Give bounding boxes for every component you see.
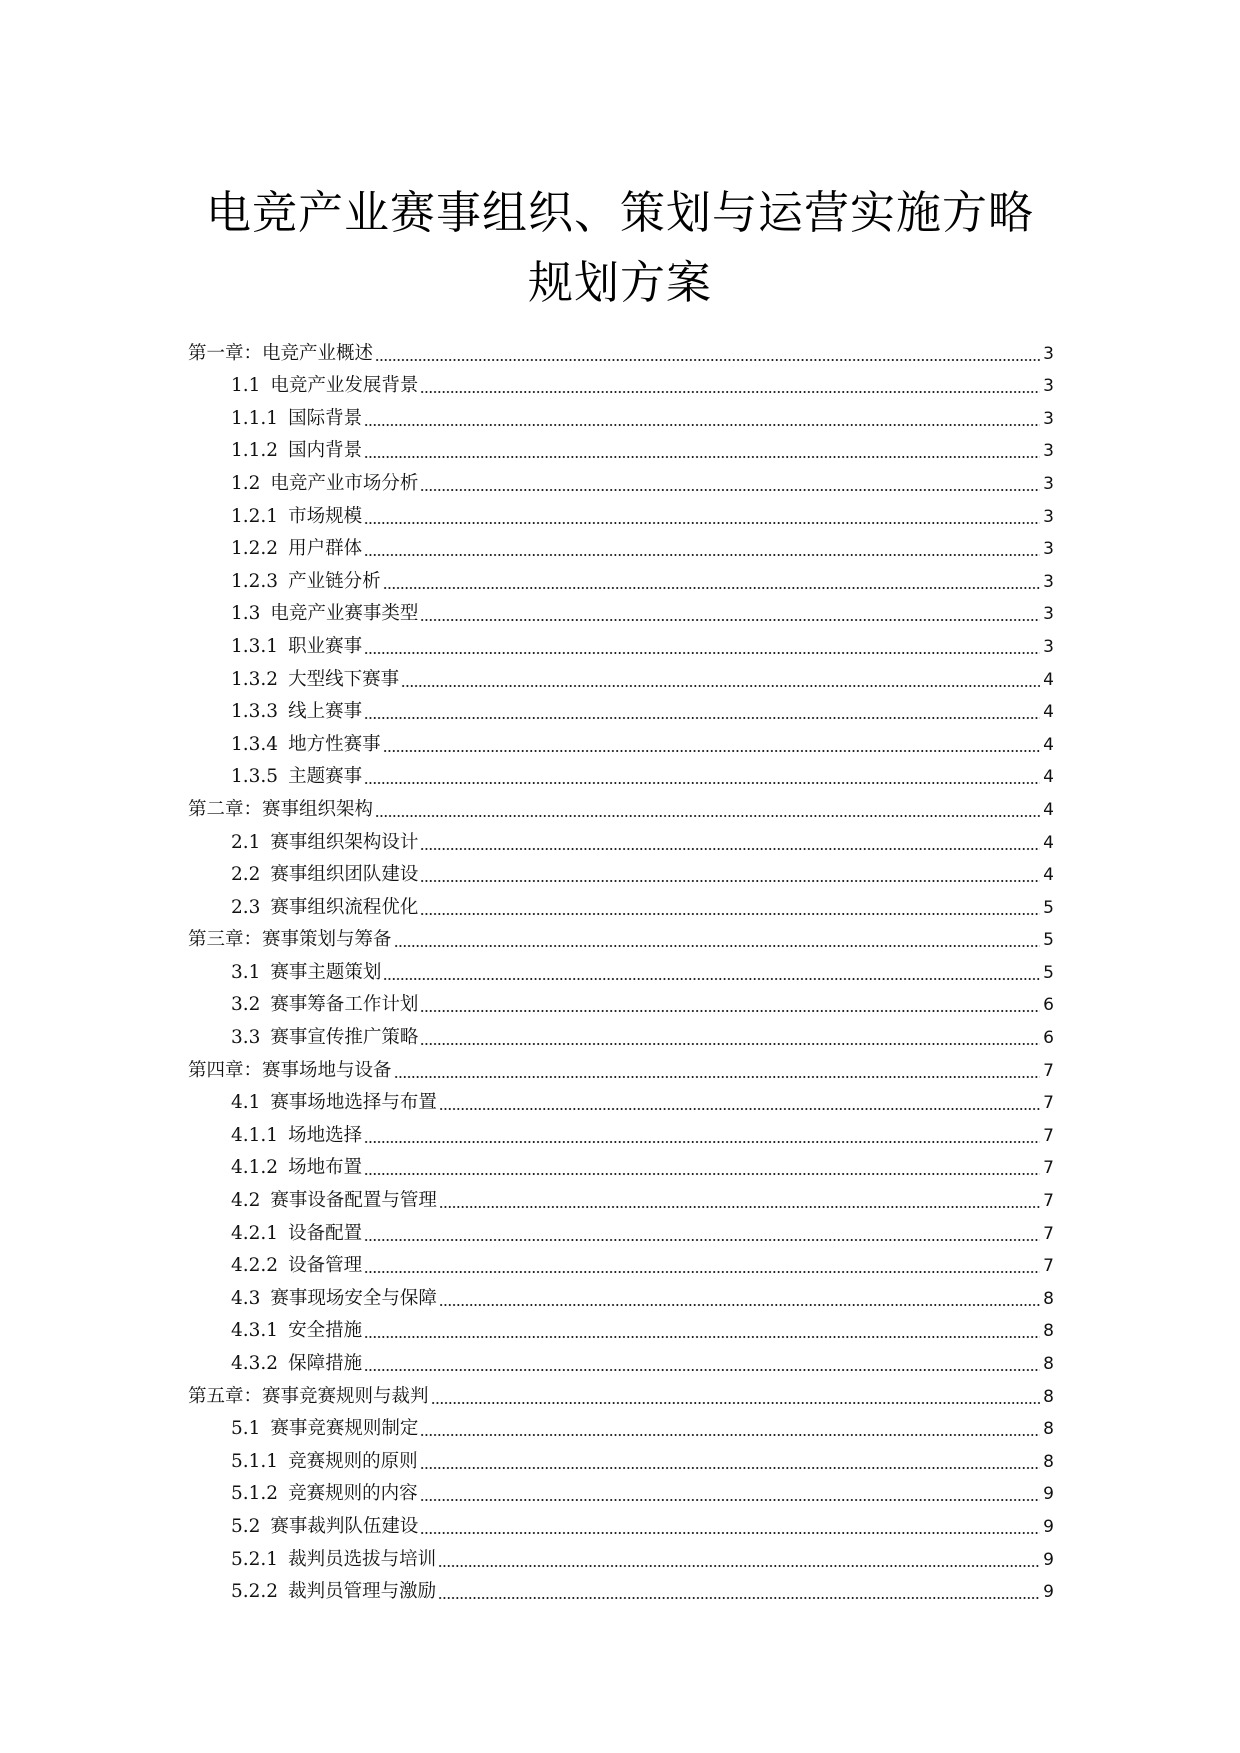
dot-leader xyxy=(383,978,1040,980)
toc-entry-title: 电竞产业发展背景 xyxy=(270,375,419,397)
dot-leader xyxy=(420,619,1040,621)
toc-entry-page-number: 9 xyxy=(1043,1582,1054,1603)
toc-entry-title: 电竞产业概述 xyxy=(262,342,374,364)
toc-entry-number: 1.1.1 xyxy=(231,407,279,429)
toc-entry[interactable] xyxy=(188,1376,1054,1409)
toc-entry-title: 设备配置 xyxy=(288,1222,363,1244)
dot-leader xyxy=(375,815,1040,817)
dot-leader xyxy=(438,1597,1040,1599)
toc-entry[interactable] xyxy=(188,561,1054,594)
toc-entry[interactable] xyxy=(188,920,1054,953)
dot-leader xyxy=(420,1434,1040,1436)
toc-entry-title: 职业赛事 xyxy=(288,635,363,657)
toc-entry-page-number: 9 xyxy=(1043,1484,1054,1505)
toc-entry-number: 5.1.2 xyxy=(231,1483,279,1505)
toc-entry-number: 5.1.1 xyxy=(231,1450,279,1472)
toc-entry-page-number: 3 xyxy=(1043,571,1054,592)
toc-entry-page-number: 3 xyxy=(1043,636,1054,657)
toc-entry-page-number: 8 xyxy=(1043,1451,1054,1472)
toc-entry-title: 设备管理 xyxy=(288,1255,363,1277)
toc-entry-title: 线上赛事 xyxy=(288,701,363,723)
toc-entry-page-number: 8 xyxy=(1043,1354,1054,1374)
toc-entry-page-number: 9 xyxy=(1043,1549,1054,1570)
dot-leader xyxy=(364,1336,1040,1338)
dot-leader xyxy=(364,1173,1040,1175)
toc-entry[interactable] xyxy=(188,1180,1054,1213)
toc-entry[interactable] xyxy=(188,789,1054,822)
dot-leader xyxy=(438,1565,1040,1567)
dot-leader xyxy=(364,1271,1040,1273)
dot-leader xyxy=(420,1467,1040,1469)
table-of-contents xyxy=(188,333,1054,1604)
dot-leader xyxy=(394,1076,1040,1078)
toc-entry-title: 赛事场地与设备 xyxy=(262,1059,392,1081)
toc-entry-page-number: 9 xyxy=(1043,1516,1054,1537)
dot-leader xyxy=(420,1532,1040,1534)
toc-entry-number: 3.1 xyxy=(231,961,261,983)
toc-entry-page-number: 7 xyxy=(1043,1093,1054,1114)
toc-entry-number: 1.1 xyxy=(231,375,261,397)
toc-entry-title: 地方性赛事 xyxy=(288,733,381,755)
toc-entry[interactable] xyxy=(188,692,1054,725)
toc-entry-number: 1.3.1 xyxy=(231,635,279,657)
toc-entry-title: 安全措施 xyxy=(288,1320,363,1342)
toc-entry-page-number: 5 xyxy=(1043,930,1054,951)
toc-entry-number: 第三章： xyxy=(188,929,263,951)
toc-entry-number: 4.2 xyxy=(231,1190,261,1212)
toc-entry-title: 用户群体 xyxy=(288,538,363,560)
toc-entry[interactable] xyxy=(188,1311,1054,1344)
dot-leader xyxy=(420,880,1040,882)
toc-entry[interactable] xyxy=(188,855,1054,888)
dot-leader xyxy=(364,782,1040,784)
toc-entry-page-number: 7 xyxy=(1043,1191,1054,1212)
dot-leader xyxy=(439,1206,1040,1208)
toc-entry-number: 4.2.1 xyxy=(231,1222,279,1244)
dot-leader xyxy=(394,945,1040,947)
toc-entry-number: 第二章： xyxy=(188,798,263,820)
title-line-2: 规划方案 xyxy=(527,256,712,309)
toc-entry-number: 1.3.2 xyxy=(231,668,279,690)
dot-leader xyxy=(420,1010,1040,1012)
toc-entry-number: 2.3 xyxy=(231,896,261,918)
dot-leader xyxy=(420,848,1040,850)
toc-entry[interactable] xyxy=(188,463,1054,496)
toc-entry-number: 1.3.4 xyxy=(231,733,279,755)
toc-entry-page-number: 4 xyxy=(1043,865,1054,886)
toc-entry[interactable] xyxy=(188,1050,1054,1083)
toc-entry[interactable] xyxy=(188,1246,1054,1279)
toc-entry-title: 赛事设备配置与管理 xyxy=(270,1190,437,1212)
toc-entry-title: 主题赛事 xyxy=(288,766,363,788)
dot-leader xyxy=(420,913,1040,915)
toc-entry-number: 4.3.1 xyxy=(231,1320,279,1342)
toc-entry-title: 裁判员选拔与培训 xyxy=(288,1548,437,1570)
toc-entry-page-number: 6 xyxy=(1043,995,1054,1016)
toc-entry-title: 国内背景 xyxy=(288,440,363,462)
toc-entry[interactable] xyxy=(188,1083,1054,1116)
toc-entry[interactable] xyxy=(188,626,1054,659)
toc-entry-number: 4.1.2 xyxy=(231,1157,279,1179)
toc-entry[interactable] xyxy=(188,529,1054,562)
toc-entry[interactable] xyxy=(188,659,1054,692)
toc-entry-number: 1.2.3 xyxy=(231,570,279,592)
toc-entry-number: 4.1 xyxy=(231,1092,261,1114)
dot-leader xyxy=(364,717,1040,719)
toc-entry[interactable] xyxy=(188,757,1054,790)
toc-entry-page-number: 4 xyxy=(1043,767,1054,788)
toc-entry-title: 竞赛规则的内容 xyxy=(288,1483,418,1505)
toc-entry-number: 4.1.1 xyxy=(231,1124,279,1146)
toc-entry-number: 4.2.2 xyxy=(231,1255,279,1277)
toc-entry[interactable] xyxy=(188,366,1054,399)
toc-entry[interactable] xyxy=(188,496,1054,529)
toc-entry-page-number: 8 xyxy=(1043,1419,1054,1440)
toc-entry-page-number: 8 xyxy=(1043,1321,1054,1342)
dot-leader xyxy=(401,685,1040,687)
toc-entry[interactable] xyxy=(188,985,1054,1018)
dot-leader xyxy=(439,1304,1040,1306)
toc-entry-page-number: 3 xyxy=(1043,539,1054,560)
dot-leader xyxy=(364,456,1040,458)
toc-entry-number: 2.1 xyxy=(231,831,261,853)
toc-entry-title: 电竞产业赛事类型 xyxy=(270,603,419,625)
dot-leader xyxy=(420,391,1040,393)
toc-entry-number: 1.3.3 xyxy=(231,701,279,723)
toc-entry-title: 赛事筹备工作计划 xyxy=(270,994,419,1016)
dot-leader xyxy=(364,1369,1040,1371)
toc-entry-page-number: 4 xyxy=(1043,734,1054,755)
toc-entry[interactable] xyxy=(188,1441,1054,1474)
toc-entry-page-number: 4 xyxy=(1043,832,1054,853)
toc-entry-page-number: 3 xyxy=(1043,473,1054,494)
toc-entry-page-number: 4 xyxy=(1043,799,1054,820)
dot-leader xyxy=(364,1239,1040,1241)
toc-entry-title: 赛事策划与筹备 xyxy=(262,929,392,951)
toc-entry-number: 2.2 xyxy=(231,864,261,886)
toc-entry-number: 第五章： xyxy=(188,1385,263,1407)
toc-entry-number: 3.3 xyxy=(231,1027,261,1049)
toc-entry-number: 1.1.2 xyxy=(231,440,279,462)
toc-entry-title: 大型线下赛事 xyxy=(288,668,400,690)
toc-entry-number: 第一章： xyxy=(188,342,263,364)
dot-leader xyxy=(420,1043,1040,1045)
dot-leader xyxy=(375,359,1040,361)
toc-entry-title: 裁判员管理与激励 xyxy=(288,1581,437,1603)
toc-entry[interactable] xyxy=(188,594,1054,627)
toc-entry-title: 赛事组织团队建设 xyxy=(270,864,419,886)
dot-leader xyxy=(364,424,1040,426)
toc-entry[interactable] xyxy=(188,724,1054,757)
toc-entry[interactable] xyxy=(188,431,1054,464)
toc-entry-page-number: 8 xyxy=(1043,1288,1054,1309)
toc-entry-title: 国际背景 xyxy=(288,407,363,429)
toc-entry-page-number: 8 xyxy=(1043,1386,1054,1407)
toc-entry-page-number: 5 xyxy=(1043,962,1054,983)
toc-entry[interactable] xyxy=(188,887,1054,920)
toc-entry-title: 市场规模 xyxy=(288,505,363,527)
toc-entry-title: 赛事场地选择与布置 xyxy=(270,1092,437,1114)
dot-leader xyxy=(383,750,1040,752)
toc-entry[interactable] xyxy=(188,1506,1054,1539)
toc-entry[interactable] xyxy=(188,822,1054,855)
toc-entry[interactable] xyxy=(188,1148,1054,1181)
document-title xyxy=(0,178,1240,318)
toc-entry[interactable] xyxy=(188,1343,1054,1376)
toc-entry-page-number: 7 xyxy=(1043,1223,1054,1244)
toc-entry[interactable] xyxy=(188,952,1054,985)
dot-leader xyxy=(364,554,1040,556)
toc-entry-title: 赛事裁判队伍建设 xyxy=(270,1515,419,1537)
toc-entry-number: 1.3.5 xyxy=(231,766,279,788)
toc-entry-title: 赛事现场安全与保障 xyxy=(270,1287,437,1309)
toc-entry-page-number: 3 xyxy=(1043,506,1054,527)
dot-leader xyxy=(364,652,1040,654)
toc-entry-title: 赛事竞赛规则制定 xyxy=(270,1418,419,1440)
toc-entry-number: 1.2.1 xyxy=(231,505,279,527)
toc-entry[interactable] xyxy=(188,1409,1054,1442)
dot-leader xyxy=(420,1499,1040,1501)
toc-entry-page-number: 3 xyxy=(1043,376,1054,397)
toc-entry-title: 场地选择 xyxy=(288,1124,363,1146)
toc-entry-number: 1.2.2 xyxy=(231,538,279,560)
toc-entry-page-number: 4 xyxy=(1043,669,1054,690)
toc-entry-title: 产业链分析 xyxy=(288,570,381,592)
toc-entry-number: 4.3 xyxy=(231,1287,261,1309)
toc-entry[interactable] xyxy=(188,1115,1054,1148)
toc-entry-page-number: 3 xyxy=(1043,604,1054,625)
toc-entry-number: 1.2 xyxy=(231,472,261,494)
title-line-1: 电竞产业赛事组织、策划与运营实施方略 xyxy=(205,186,1034,239)
toc-entry-title: 电竞产业市场分析 xyxy=(270,472,419,494)
toc-entry-title: 场地布置 xyxy=(288,1157,363,1179)
toc-entry[interactable] xyxy=(188,1572,1054,1605)
toc-entry-title: 赛事组织架构设计 xyxy=(270,831,419,853)
toc-entry-number: 第四章： xyxy=(188,1059,263,1081)
toc-entry-title: 赛事竞赛规则与裁判 xyxy=(262,1385,429,1407)
toc-entry-page-number: 3 xyxy=(1043,343,1054,364)
toc-entry-page-number: 7 xyxy=(1043,1060,1054,1081)
dot-leader xyxy=(364,522,1040,524)
dot-leader xyxy=(420,489,1040,491)
toc-entry-number: 5.1 xyxy=(231,1418,261,1440)
toc-entry-page-number: 6 xyxy=(1043,1028,1054,1049)
toc-entry-page-number: 7 xyxy=(1043,1256,1054,1277)
dot-leader xyxy=(431,1402,1040,1404)
toc-entry[interactable] xyxy=(188,1017,1054,1050)
toc-entry-page-number: 3 xyxy=(1043,408,1054,429)
toc-entry[interactable] xyxy=(188,1278,1054,1311)
toc-entry-title: 赛事宣传推广策略 xyxy=(270,1027,419,1049)
toc-entry-title: 赛事组织流程优化 xyxy=(270,896,419,918)
toc-entry[interactable] xyxy=(188,1539,1054,1572)
toc-entry-number: 5.2.2 xyxy=(231,1581,279,1603)
toc-entry-number: 5.2.1 xyxy=(231,1548,279,1570)
toc-entry[interactable] xyxy=(188,398,1054,431)
toc-entry-title: 竞赛规则的原则 xyxy=(288,1450,418,1472)
toc-entry-page-number: 7 xyxy=(1043,1158,1054,1179)
dot-leader xyxy=(383,587,1040,589)
toc-entry-number: 4.3.2 xyxy=(231,1353,279,1374)
toc-entry-page-number: 7 xyxy=(1043,1125,1054,1146)
toc-entry-page-number: 3 xyxy=(1043,441,1054,462)
dot-leader xyxy=(364,1141,1040,1143)
toc-entry[interactable] xyxy=(188,1213,1054,1246)
toc-entry-number: 5.2 xyxy=(231,1515,261,1537)
toc-entry-page-number: 5 xyxy=(1043,897,1054,918)
toc-entry-number: 1.3 xyxy=(231,603,261,625)
toc-entry-title: 赛事主题策划 xyxy=(270,961,382,983)
toc-entry-title: 保障措施 xyxy=(288,1353,363,1374)
toc-entry-number: 3.2 xyxy=(231,994,261,1016)
toc-entry-title: 赛事组织架构 xyxy=(262,798,374,820)
toc-entry-page-number: 4 xyxy=(1043,702,1054,723)
toc-entry[interactable] xyxy=(188,333,1054,366)
toc-entry[interactable] xyxy=(188,1474,1054,1507)
dot-leader xyxy=(439,1108,1040,1110)
